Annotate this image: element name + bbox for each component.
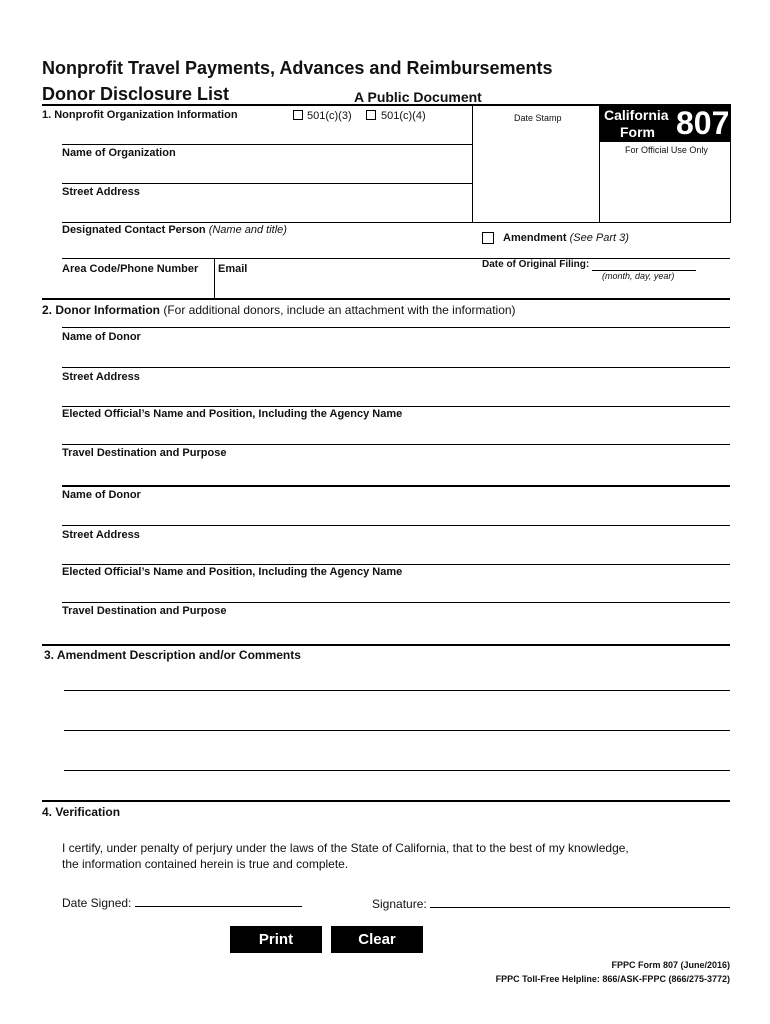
donor-separator bbox=[62, 485, 730, 487]
donor1-street-input[interactable] bbox=[62, 385, 730, 406]
date-stamp-bottom-border bbox=[472, 222, 731, 223]
certification-text bbox=[62, 840, 629, 872]
part1-heading: 1. Nonprofit Organization Information bbox=[42, 109, 238, 121]
contact-person-input[interactable] bbox=[62, 239, 472, 258]
donor2-street-input[interactable] bbox=[62, 543, 730, 564]
part2-heading-line bbox=[62, 327, 730, 328]
date-signed-input[interactable] bbox=[135, 892, 302, 906]
date-format-hint: (month, day, year) bbox=[602, 271, 675, 281]
donor1-official-input[interactable] bbox=[62, 422, 730, 444]
donor2-official-input[interactable] bbox=[62, 580, 730, 602]
contact-person-label: Designated Contact Person (Name and title) bbox=[62, 224, 287, 236]
phone-email-divider bbox=[214, 258, 215, 298]
comments-input-1[interactable] bbox=[64, 670, 730, 690]
comments-input-3[interactable] bbox=[64, 750, 730, 770]
form-number-badge bbox=[600, 104, 730, 142]
phone-input[interactable] bbox=[62, 277, 212, 298]
donor1-travel-input[interactable] bbox=[62, 462, 730, 485]
501c4-label: 501(c)(4) bbox=[381, 110, 426, 122]
donor2-street-label: Street Address bbox=[62, 529, 140, 541]
date-stamp-label: Date Stamp bbox=[514, 113, 562, 123]
print-button[interactable]: Print bbox=[230, 926, 322, 953]
badge-number: 807 bbox=[676, 105, 730, 141]
donor1-name-input[interactable] bbox=[62, 345, 730, 367]
original-filing-label: Date of Original Filing: bbox=[482, 259, 590, 270]
501c3-checkbox[interactable] bbox=[293, 110, 303, 120]
org-street-line bbox=[62, 222, 472, 223]
form-id-footer: FPPC Form 807 (June/2016) bbox=[611, 960, 730, 970]
form-subtitle: Donor Disclosure List bbox=[42, 84, 230, 104]
donor2-official-label: Elected Official’s Name and Position, Including the Agency Name bbox=[62, 566, 403, 578]
signature-line bbox=[430, 907, 730, 908]
email-input[interactable] bbox=[216, 277, 472, 298]
donor2-name-label: Name of Donor bbox=[62, 489, 141, 501]
comments-line-2 bbox=[64, 730, 730, 731]
official-use-label: For Official Use Only bbox=[625, 145, 708, 155]
certification-line-1: I certify, under penalty of perjury under the laws of the State of California, that to the best of my knowledge, bbox=[62, 841, 629, 855]
date-signed-line bbox=[135, 906, 302, 907]
badge-state: California bbox=[604, 107, 669, 123]
amendment-label: Amendment (See Part 3) bbox=[503, 232, 629, 244]
helpline-footer: FPPC Toll-Free Helpline: 866/ASK-FPPC (866/275-3772) bbox=[495, 974, 730, 984]
donor2-name-input[interactable] bbox=[62, 503, 730, 525]
comments-input-2[interactable] bbox=[64, 710, 730, 730]
donor2-street-line bbox=[62, 564, 730, 565]
clear-button[interactable]: Clear bbox=[331, 926, 423, 953]
donor1-street-line bbox=[62, 406, 730, 407]
donor2-name-line bbox=[62, 525, 730, 526]
phone-label: Area Code/Phone Number bbox=[62, 263, 199, 275]
comments-line-1 bbox=[64, 690, 730, 691]
signature-label: Signature: bbox=[372, 897, 427, 911]
donor1-official-label: Elected Official’s Name and Position, Including the Agency Name bbox=[62, 408, 403, 420]
form-title: Nonprofit Travel Payments, Advances and Reimbursements bbox=[42, 58, 553, 78]
comments-line-3 bbox=[64, 770, 730, 771]
certification-line-2: the information contained herein is true and complete. bbox=[62, 857, 349, 871]
org-type-field[interactable] bbox=[62, 125, 472, 144]
email-label: Email bbox=[218, 263, 248, 275]
public-document-label: A Public Document bbox=[354, 89, 482, 105]
org-name-input[interactable] bbox=[62, 162, 472, 183]
donor2-travel-label: Travel Destination and Purpose bbox=[62, 605, 227, 617]
donor1-official-line bbox=[62, 444, 730, 445]
donor1-street-label: Street Address bbox=[62, 371, 140, 383]
date-signed-label: Date Signed: bbox=[62, 896, 132, 910]
donor1-travel-label: Travel Destination and Purpose bbox=[62, 447, 227, 459]
part2-heading: 2. Donor Information (For additional donors, include an attachment with the information) bbox=[42, 303, 516, 317]
org-type-line bbox=[62, 144, 472, 145]
part3-top-rule bbox=[42, 644, 730, 646]
donor1-name-label: Name of Donor bbox=[62, 331, 141, 343]
part4-top-rule bbox=[42, 800, 730, 802]
501c4-checkbox[interactable] bbox=[366, 110, 376, 120]
donor2-official-line bbox=[62, 602, 730, 603]
part4-heading: 4. Verification bbox=[42, 805, 121, 819]
donor2-travel-input[interactable] bbox=[62, 620, 730, 644]
street-address-label: Street Address bbox=[62, 186, 140, 198]
org-name-line bbox=[62, 183, 472, 184]
badge-form: Form bbox=[620, 124, 655, 140]
part2-top-rule bbox=[42, 298, 730, 300]
501c3-label: 501(c)(3) bbox=[307, 110, 352, 122]
date-stamp-left-border bbox=[472, 104, 473, 222]
amendment-checkbox[interactable] bbox=[482, 232, 494, 244]
badge-right-border bbox=[730, 104, 731, 222]
original-filing-input[interactable] bbox=[592, 256, 696, 270]
donor1-name-line bbox=[62, 367, 730, 368]
org-name-label: Name of Organization bbox=[62, 147, 176, 159]
part3-heading: 3. Amendment Description and/or Comments bbox=[44, 648, 301, 662]
org-street-input[interactable] bbox=[62, 201, 472, 222]
signature-input[interactable] bbox=[430, 893, 730, 907]
